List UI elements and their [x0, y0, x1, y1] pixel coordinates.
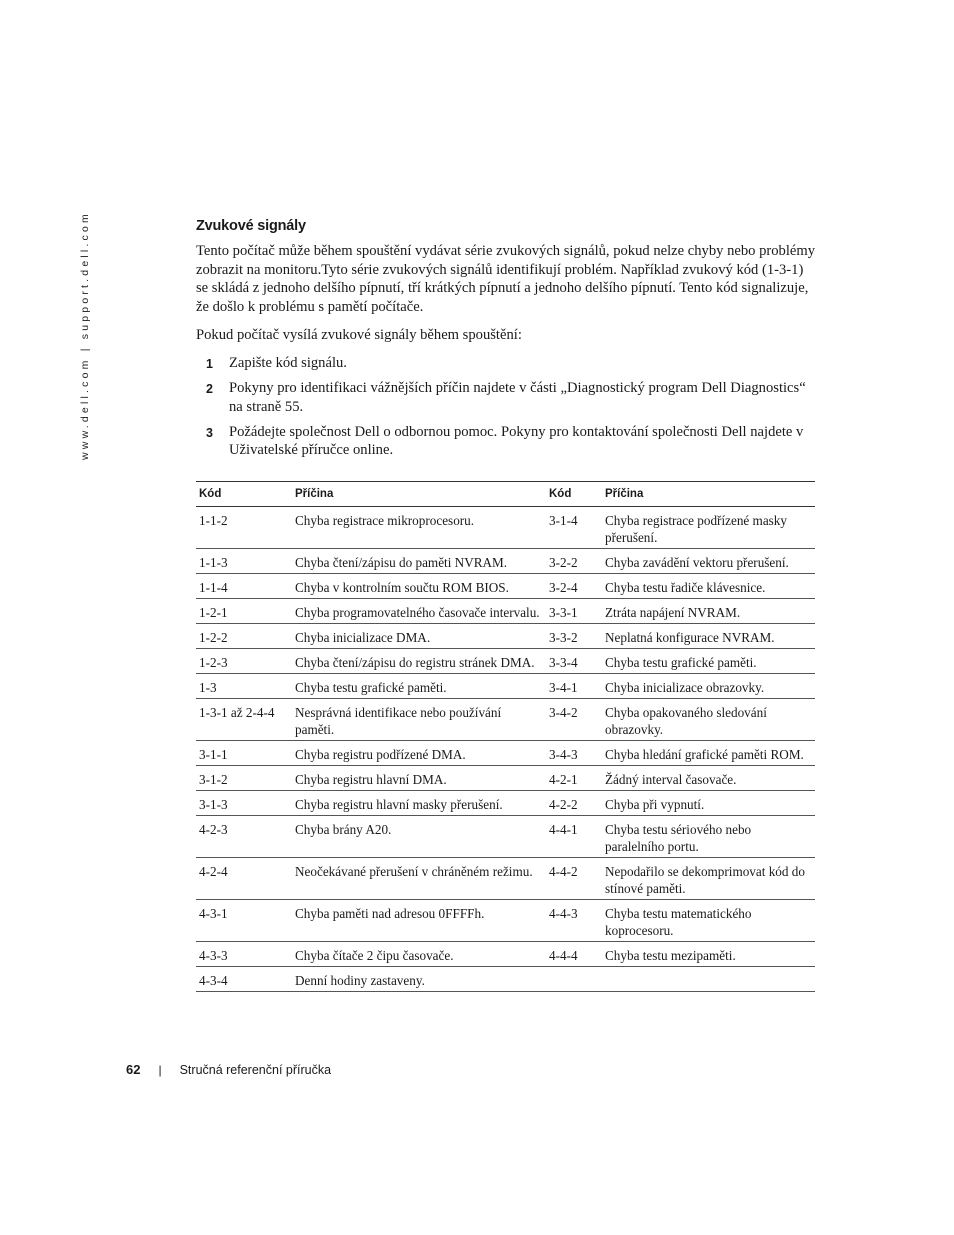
cause-cell: Neočekávané přerušení v chráněném režimu.	[292, 858, 546, 900]
code-cell: 4-3-4	[196, 967, 292, 992]
table-row	[196, 900, 815, 942]
cause-cell: Neplatná konfigurace NVRAM.	[602, 624, 815, 649]
code-cell: 4-2-2	[546, 791, 602, 816]
code-cell: 4-4-2	[546, 858, 602, 900]
step-item	[196, 379, 816, 416]
cause-cell: Chyba opakovaného sledování obrazovky.	[602, 699, 815, 741]
code-cell: 3-1-1	[196, 741, 292, 766]
cause-cell: Chyba registru podřízené DMA.	[292, 741, 546, 766]
table-body	[196, 507, 815, 992]
code-cell: 3-2-2	[546, 549, 602, 574]
cause-cell: Chyba registrace mikroprocesoru.	[292, 507, 546, 549]
code-cell: 3-3-4	[546, 649, 602, 674]
code-cell: 1-3-1 až 2-4-4	[196, 699, 292, 741]
header-code: Kód	[546, 482, 602, 507]
cause-cell: Chyba registru hlavní DMA.	[292, 766, 546, 791]
step-text: Požádejte společnost Dell o odbornou pomoc. Pokyny pro kontaktování společnosti Dell najdete v Uživatelské příručce online.	[229, 423, 804, 459]
code-cell: 4-2-1	[546, 766, 602, 791]
table-row	[196, 766, 815, 791]
code-cell: 4-2-3	[196, 816, 292, 858]
table-row	[196, 649, 815, 674]
footer-separator: |	[158, 1062, 162, 1077]
code-cell: 3-4-2	[546, 699, 602, 741]
table-row	[196, 507, 815, 549]
table-row	[196, 816, 815, 858]
page-number: 62	[126, 1062, 141, 1077]
code-cell: 4-3-3	[196, 942, 292, 967]
cause-cell: Chyba čítače 2 čipu časovače.	[292, 942, 546, 967]
code-cell: 3-1-3	[196, 791, 292, 816]
cause-cell	[602, 967, 815, 992]
code-cell: 1-1-3	[196, 549, 292, 574]
step-number: 1	[206, 356, 213, 371]
cause-cell: Chyba zavádění vektoru přerušení.	[602, 549, 815, 574]
beep-code-table	[196, 481, 815, 992]
cause-cell: Žádný interval časovače.	[602, 766, 815, 791]
code-cell	[546, 967, 602, 992]
cause-cell: Nesprávná identifikace nebo používání paměti.	[292, 699, 546, 741]
cause-cell: Ztráta napájení NVRAM.	[602, 599, 815, 624]
cause-cell: Chyba testu matematického koprocesoru.	[602, 900, 815, 942]
cause-cell: Chyba inicializace DMA.	[292, 624, 546, 649]
cause-cell: Chyba čtení/zápisu do paměti NVRAM.	[292, 549, 546, 574]
step-text: Pokyny pro identifikaci vážnějších příčin najdete v části „Diagnostický program Dell Diagnostics“ na straně 55.	[229, 380, 806, 415]
code-cell: 3-2-4	[546, 574, 602, 599]
header-cause: Příčina	[292, 482, 546, 507]
cause-cell: Chyba brány A20.	[292, 816, 546, 858]
code-cell: 3-3-2	[546, 624, 602, 649]
table-row	[196, 741, 815, 766]
cause-cell: Chyba čtení/zápisu do registru stránek DMA.	[292, 649, 546, 674]
step-number: 2	[206, 382, 213, 397]
code-cell: 4-3-1	[196, 900, 292, 942]
code-cell: 1-2-2	[196, 624, 292, 649]
table-row	[196, 599, 815, 624]
table-header-row	[196, 482, 815, 507]
cause-cell: Chyba testu řadiče klávesnice.	[602, 574, 815, 599]
table-row	[196, 967, 815, 992]
code-cell: 3-4-3	[546, 741, 602, 766]
code-cell: 3-1-4	[546, 507, 602, 549]
header-cause: Příčina	[602, 482, 815, 507]
header-code: Kód	[196, 482, 292, 507]
table-row	[196, 624, 815, 649]
code-cell: 3-4-1	[546, 674, 602, 699]
cause-cell: Chyba testu mezipaměti.	[602, 942, 815, 967]
table-row	[196, 674, 815, 699]
code-cell: 1-2-3	[196, 649, 292, 674]
section-title: Zvukové signály	[196, 218, 306, 234]
code-cell: 1-1-4	[196, 574, 292, 599]
table-row	[196, 574, 815, 599]
cause-cell: Chyba testu sériového nebo paralelního portu.	[602, 816, 815, 858]
code-cell: 1-1-2	[196, 507, 292, 549]
table-row	[196, 699, 815, 741]
code-cell: 4-4-1	[546, 816, 602, 858]
cause-cell: Chyba hledání grafické paměti ROM.	[602, 741, 815, 766]
step-number: 3	[206, 425, 213, 440]
code-cell: 4-4-3	[546, 900, 602, 942]
code-cell: 3-3-1	[546, 599, 602, 624]
table-row	[196, 942, 815, 967]
step-item	[196, 354, 816, 374]
code-cell: 4-4-4	[546, 942, 602, 967]
cause-cell: Chyba inicializace obrazovky.	[602, 674, 815, 699]
cause-cell: Nepodařilo se dekomprimovat kód do stínové paměti.	[602, 858, 815, 900]
cause-cell: Chyba paměti nad adresou 0FFFFh.	[292, 900, 546, 942]
steps-list	[196, 354, 816, 461]
step-text: Zapište kód signálu.	[229, 354, 347, 371]
page-footer	[126, 1062, 331, 1077]
footer-title: Stručná referenční příručka	[179, 1062, 332, 1077]
steps-intro: Pokud počítač vysílá zvukové signály během spouštění:	[196, 326, 522, 343]
cause-cell: Chyba testu grafické paměti.	[292, 674, 546, 699]
intro-paragraph: Tento počítač může během spouštění vydávat série zvukových signálů, pokud nelze chyby nebo problémy zobrazit na monitoru.Tyto série zvukových signálů identifikují problém. Například zvukový kód (1-3-1) se skládá z jednoho delšího pípnutí, tří krátkých pípnutí a jednoho delšího pípnutí. Tento kód signalizuje, že došlo k problému s pamětí počítače.	[196, 243, 816, 316]
cause-cell: Chyba registrace podřízené masky přerušení.	[602, 507, 815, 549]
table-row	[196, 549, 815, 574]
table-row	[196, 858, 815, 900]
code-cell: 1-2-1	[196, 599, 292, 624]
cause-cell: Chyba registru hlavní masky přerušení.	[292, 791, 546, 816]
main-content	[196, 218, 816, 466]
side-url: www.dell.com | support.dell.com	[79, 211, 91, 460]
table-row	[196, 791, 815, 816]
code-cell: 3-1-2	[196, 766, 292, 791]
step-item	[196, 423, 816, 460]
cause-cell: Denní hodiny zastaveny.	[292, 967, 546, 992]
cause-cell: Chyba testu grafické paměti.	[602, 649, 815, 674]
code-cell: 4-2-4	[196, 858, 292, 900]
cause-cell: Chyba v kontrolním součtu ROM BIOS.	[292, 574, 546, 599]
cause-cell: Chyba programovatelného časovače intervalu.	[292, 599, 546, 624]
cause-cell: Chyba při vypnutí.	[602, 791, 815, 816]
code-cell: 1-3	[196, 674, 292, 699]
